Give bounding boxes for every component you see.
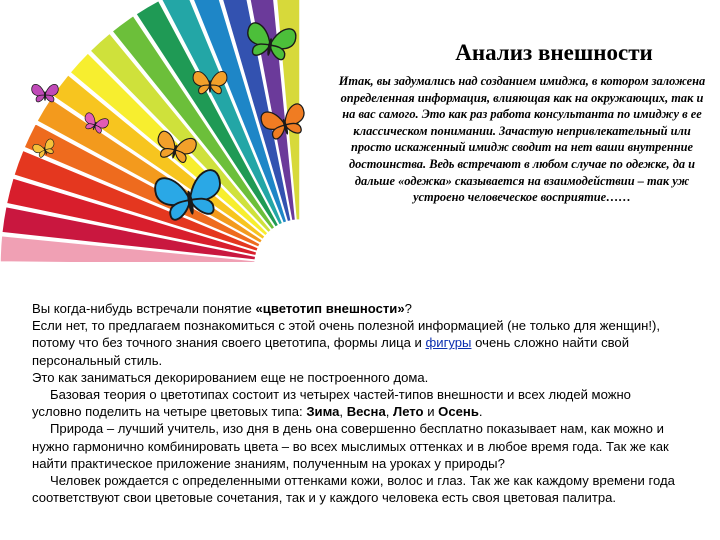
figure-link[interactable]: фигуры <box>425 335 472 351</box>
paragraph-theory: Базовая теория о цветотипах состоит из четырех частей-типов внешности и всех людей можно условно поделить на четыре цветовых типа: Зима, Весна, Лето и Осень. <box>32 387 631 420</box>
color-fan-image <box>0 0 345 262</box>
paragraph-house: Это как заниматься декорированием еще не построенного дома. <box>32 369 429 385</box>
season-autumn: Осень <box>438 404 479 420</box>
paragraph-nature: Природа – лучший учитель, изо дня в день она совершенно бесплатно показывает нам, как можно и нужно гармонично комбинировать цвета – во всех мыслимых оттенках и в любое время года. Так же как найти практическое приложение знаниям, полученным на уроках у природы? <box>32 421 669 471</box>
page-title: Анализ внешности <box>455 40 653 65</box>
season-summer: Лето <box>393 404 424 420</box>
paragraph-question: Вы когда-нибудь встречали понятие «цветотип внешности»? <box>32 301 412 316</box>
paragraph-palette: Человек рождается с определенными оттенками кожи, волос и глаз. Так же как каждому времени года соответствуют свои цветовые сочетания, так и у каждого человека есть своя цветовая палитра. <box>32 473 675 506</box>
intro-paragraph: Итак, вы задумались над созданием имиджа, в котором заложена определенная информация, влияющая как на окружающих, так и на вас самого. Это как раз работа консультанта по имиджу в ее классическом понимании. Зачастую непривлекательный или просто искаженный имидж сводит на нет ваши внутренние достоинства. Ведь встречают в любом случае по одежке, да и дальше «одежка» сказывается на взаимодействии – так уж устроено человеческое восприятие…… <box>338 74 706 205</box>
butterfly-icon <box>32 84 59 102</box>
term-colortype: «цветотип внешности» <box>255 301 405 316</box>
season-winter: Зима <box>306 404 340 420</box>
paragraph-offer: Если нет, то предлагаем познакомиться с этой очень полезной информацией (не только для женщин!), потому что без точного знания своего цветотипа, формы лица и фигуры очень сложно найти свой персональный стиль. <box>32 318 661 368</box>
color-fan-illustration <box>0 0 345 262</box>
article-body <box>32 300 682 506</box>
season-spring: Весна <box>346 404 386 420</box>
